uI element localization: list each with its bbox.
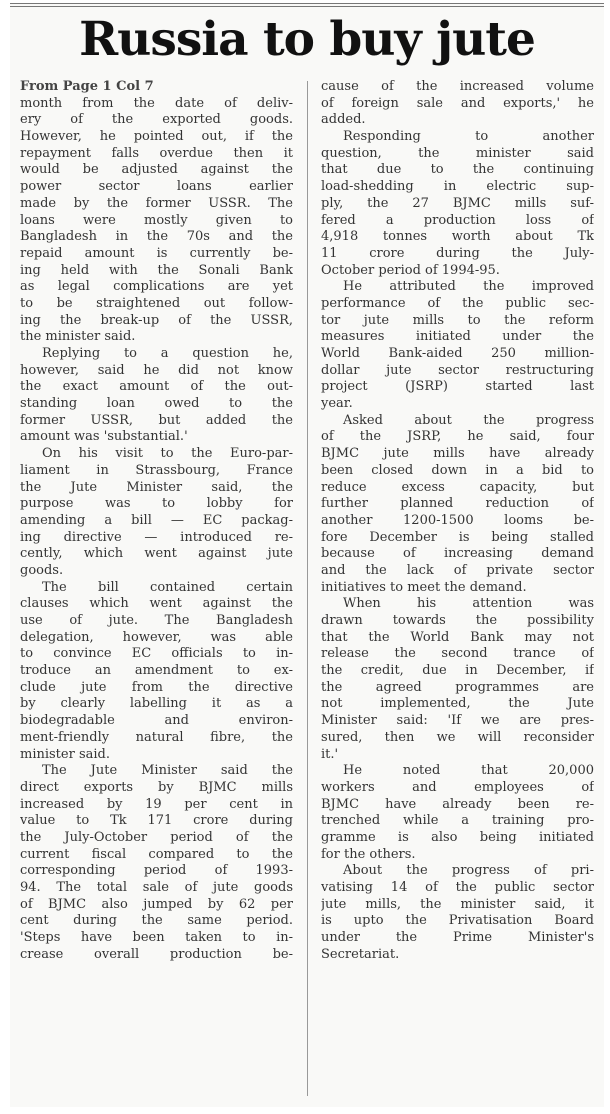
article-line: the minister said. bbox=[20, 329, 136, 345]
article-line: ing directive — introduced re- bbox=[20, 529, 293, 545]
article-line: by clearly labelling it as a bbox=[20, 696, 293, 712]
article-line: troduce an amendment to ex- bbox=[20, 663, 293, 679]
article-line: that the World Bank may not bbox=[321, 629, 594, 645]
article-line: of the JSRP, he said, four bbox=[321, 429, 594, 445]
article-line: year. bbox=[321, 396, 353, 412]
article-line: clude jute from the directive bbox=[20, 679, 293, 695]
article-line: World Bank-aided 250 million- bbox=[321, 346, 594, 361]
right-column bbox=[321, 79, 594, 963]
article-line: release the second trance of bbox=[321, 646, 594, 662]
article-line: and the lack of private sector bbox=[321, 562, 594, 578]
column-divider bbox=[307, 81, 308, 1096]
article-line: value to Tk 171 crore during bbox=[20, 813, 293, 829]
article-line: The Jute Minister said the bbox=[42, 763, 293, 779]
article-line: current fiscal compared to the bbox=[20, 846, 293, 862]
article-line: tor jute mills to the reform bbox=[321, 312, 594, 328]
left-column bbox=[20, 79, 293, 963]
article-line: ply, the 27 BJMC mills suf- bbox=[321, 195, 594, 211]
article-line: cent during the same period. bbox=[20, 913, 293, 929]
article-line: 94. The total sale of jute goods bbox=[20, 880, 293, 895]
article-line: standing loan owed to the bbox=[20, 396, 293, 412]
article-line: repaid amount is currently be- bbox=[20, 245, 293, 261]
article-line: October period of 1994-95. bbox=[321, 262, 500, 278]
article-line: initiatives to meet the demand. bbox=[321, 579, 527, 595]
article-line: workers and employees of bbox=[321, 779, 594, 795]
article-line: vatising 14 of the public sector bbox=[321, 880, 594, 895]
article-line: the July-October period of the bbox=[20, 829, 293, 845]
article-line: added. bbox=[321, 112, 366, 128]
article-line: direct exports by BJMC mills bbox=[20, 779, 293, 795]
article-line: fered a production loss of bbox=[321, 212, 594, 228]
article-line: He noted that 20,000 bbox=[343, 763, 594, 779]
article-line: dollar jute sector restructuring bbox=[321, 362, 594, 378]
article-line: is upto the Privatisation Board bbox=[321, 913, 594, 929]
article-line: performance of the public sec- bbox=[321, 295, 594, 311]
article-line: further planned reduction of bbox=[321, 496, 594, 512]
article-line: ment-friendly natural fibre, the bbox=[20, 729, 293, 745]
article-line: BJMC jute mills have already bbox=[321, 446, 594, 462]
article-line: purpose was to lobby for bbox=[20, 496, 293, 512]
article-line: The bill contained certain bbox=[42, 579, 293, 595]
article-line: jute mills, the minister said, it bbox=[321, 896, 594, 912]
article-line: amount was 'substantial.' bbox=[20, 429, 188, 445]
article-line: power sector loans earlier bbox=[20, 179, 293, 195]
article-line: because of increasing demand bbox=[321, 546, 594, 562]
article-line: fore December is being stalled bbox=[321, 529, 594, 545]
left-column-body bbox=[20, 96, 293, 964]
article-line: liament in Strassbourg, France bbox=[20, 462, 293, 478]
article-line: the agreed programmes are bbox=[321, 679, 594, 695]
article-line: to convince EC officials to in- bbox=[20, 646, 293, 662]
article-line: ery of the exported goods. bbox=[20, 112, 293, 128]
article-line: load-shedding in electric sup- bbox=[321, 179, 594, 195]
article-line: biodegradable and environ- bbox=[20, 713, 293, 729]
article-line: would be adjusted against the bbox=[20, 162, 293, 178]
article-line: Bangladesh in the 70s and the bbox=[20, 229, 293, 245]
article-line: project (JSRP) started last bbox=[321, 379, 594, 395]
article-line: trenched while a training pro- bbox=[321, 813, 594, 829]
article-line: former USSR, but added the bbox=[20, 412, 293, 428]
article-line: About the progress of pri- bbox=[343, 863, 594, 879]
article-line: it.' bbox=[321, 746, 339, 762]
article-line: repayment falls overdue then it bbox=[20, 145, 293, 161]
article-line: drawn towards the possibility bbox=[321, 613, 594, 628]
article-line: Minister said: 'If we are pres- bbox=[321, 713, 594, 729]
article-line: of BJMC also jumped by 62 per bbox=[20, 896, 293, 912]
article-line: to be straightened out follow- bbox=[20, 295, 293, 311]
article-line: amending a bill — EC packag- bbox=[20, 512, 293, 528]
article-line: the Jute Minister said, the bbox=[20, 479, 293, 495]
article-line: under the Prime Minister's bbox=[321, 930, 594, 946]
article-line: the exact amount of the out- bbox=[20, 379, 293, 395]
article-line: clauses which went against the bbox=[20, 596, 293, 612]
article-line: gramme is also being initiated bbox=[321, 829, 594, 845]
article-line: for the others. bbox=[321, 846, 416, 862]
article-line: minister said. bbox=[20, 746, 110, 762]
article-line: BJMC have already been re- bbox=[321, 796, 594, 812]
article-line: On his visit to the Euro-par- bbox=[42, 446, 293, 462]
jump-line: From Page 1 Col 7 bbox=[20, 79, 154, 94]
article-line: 'Steps have been taken to in- bbox=[20, 930, 293, 946]
article-line: not implemented, the Jute bbox=[321, 696, 594, 712]
article-line: corresponding period of 1993- bbox=[20, 863, 293, 879]
article-line: cently, which went against jute bbox=[20, 546, 293, 562]
article-line: another 1200-1500 looms be- bbox=[321, 512, 594, 528]
article-line: ing held with the Sonali Bank bbox=[20, 262, 293, 278]
article-line: goods. bbox=[20, 562, 64, 578]
article-line: measures initiated under the bbox=[321, 329, 594, 345]
article-line: However, he pointed out, if the bbox=[20, 129, 293, 145]
article-line: 4,918 tonnes worth about Tk bbox=[321, 229, 594, 245]
article-line: that due to the continuing bbox=[321, 162, 594, 178]
article-line: sured, then we will reconsider bbox=[321, 729, 594, 745]
article-line: the credit, due in December, if bbox=[321, 663, 594, 679]
article-line: Responding to another bbox=[343, 129, 594, 145]
article-line: month from the date of deliv- bbox=[20, 95, 293, 111]
article-line: delegation, however, was able bbox=[20, 629, 293, 645]
article-line: loans were mostly given to bbox=[20, 212, 293, 228]
article-line: He attributed the improved bbox=[343, 279, 594, 295]
article-line: made by the former USSR. The bbox=[20, 195, 293, 211]
article-line: however, said he did not know bbox=[20, 362, 293, 378]
article-line: as legal complications are yet bbox=[20, 279, 293, 295]
article-line: cause of the increased volume bbox=[321, 79, 594, 94]
article-line: reduce excess capacity, but bbox=[321, 479, 594, 495]
article-line: Secretariat. bbox=[321, 946, 400, 962]
article-line: ing the break-up of the USSR, bbox=[20, 312, 293, 328]
headline: Russia to buy jute bbox=[79, 12, 535, 67]
article-line: been closed down in a bid to bbox=[321, 462, 594, 478]
article-line: of foreign sale and exports,' he bbox=[321, 95, 594, 111]
article-line: Replying to a question he, bbox=[42, 346, 293, 361]
right-column-body bbox=[321, 79, 594, 963]
article-line: increased by 19 per cent in bbox=[20, 796, 293, 812]
article-line: Asked about the progress bbox=[343, 412, 594, 428]
article-line: 11 crore during the July- bbox=[321, 245, 594, 261]
article-line: crease overall production be- bbox=[20, 946, 293, 962]
newspaper-clipping bbox=[10, 3, 604, 1107]
article-line: When his attention was bbox=[343, 596, 594, 612]
article-line: use of jute. The Bangladesh bbox=[20, 613, 293, 628]
article-line: question, the minister said bbox=[321, 145, 594, 161]
